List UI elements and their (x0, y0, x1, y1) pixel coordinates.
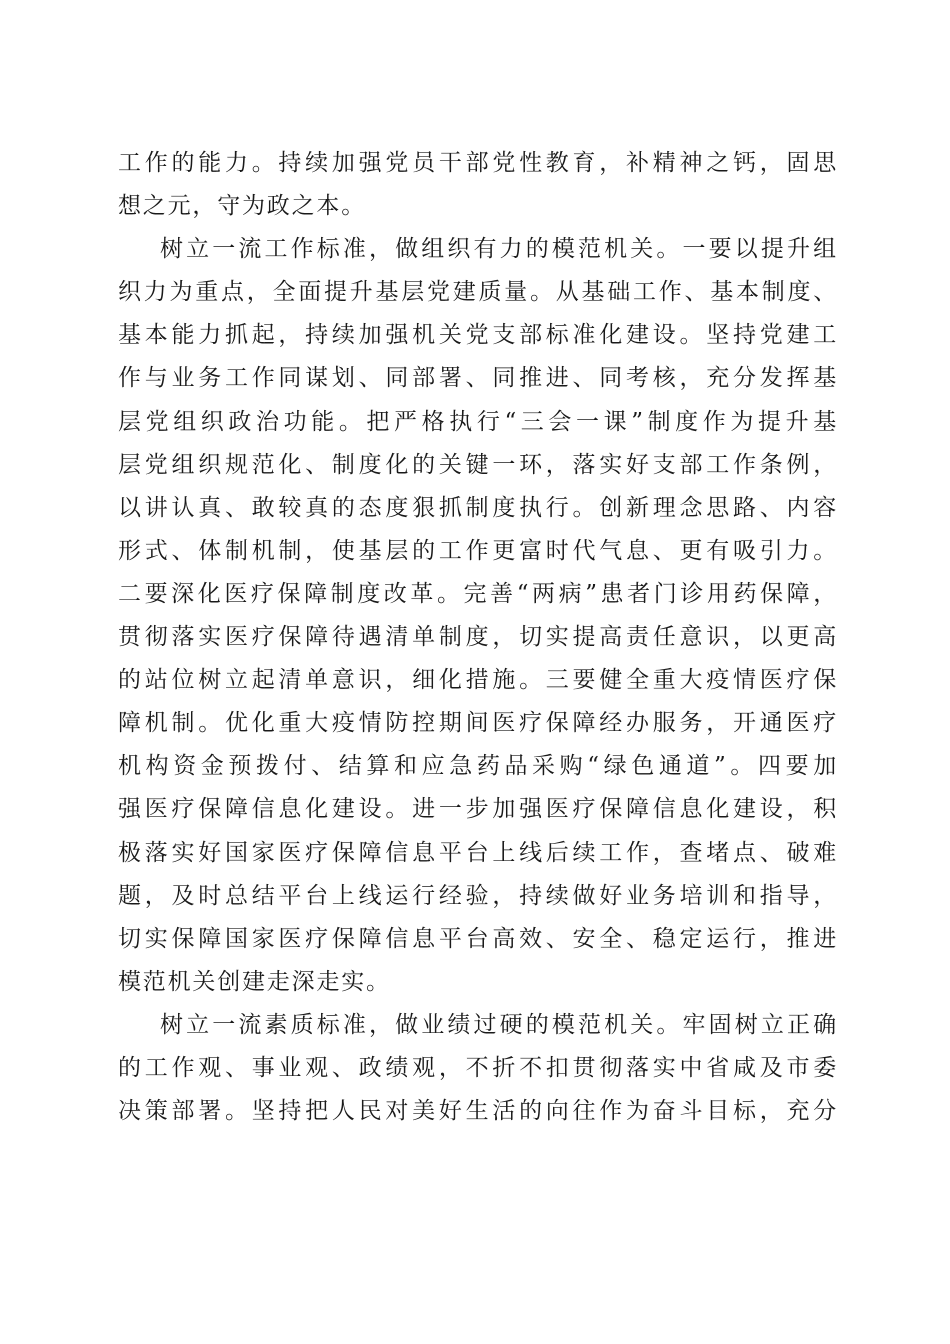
text-line: 工作的能力。持续加强党员干部党性教育，补精神之钙，固思 (118, 150, 838, 176)
text-line: 贯彻落实医疗保障待遇清单制度，切实提高责任意识，以更高 (118, 624, 838, 651)
body-text (118, 142, 838, 1133)
text-line: 障机制。优化重大疫情防控期间医疗保障经办服务，开通医疗 (118, 710, 838, 737)
text-line: 切实保障国家医疗保障信息平台高效、安全、稳定运行，推进 (118, 925, 838, 952)
text-line: 决策部署。坚持把人民对美好生活的向往作为奋斗目标，充分 (118, 1098, 838, 1125)
paragraph-start-line: 树立一流素质标准，做业绩过硬的模范机关。牢固树立正确 (160, 1011, 838, 1038)
text-line: 层党组织政治功能。把严格执行“三会一课”制度作为提升基 (118, 408, 838, 435)
text-line: 织力为重点，全面提升基层党建质量。从基础工作、基本制度、 (118, 279, 838, 306)
text-line: 强医疗保障信息化建设。进一步加强医疗保障信息化建设，积 (118, 796, 838, 823)
paragraph-start-line: 树立一流工作标准，做组织有力的模范机关。一要以提升组 (160, 236, 838, 263)
text-line: 的站位树立起清单意识，细化措施。三要健全重大疫情医疗保 (118, 667, 838, 694)
text-line: 形式、体制机制，使基层的工作更富时代气息、更有吸引力。 (118, 537, 838, 564)
text-line: 基本能力抓起，持续加强机关党支部标准化建设。坚持党建工 (118, 322, 838, 349)
text-line: 极落实好国家医疗保障信息平台上线后续工作，查堵点、破难 (118, 839, 838, 866)
text-line: 的工作观、事业观、政绩观，不折不扣贯彻落实中省咸及市委 (118, 1054, 838, 1081)
text-line: 层党组织规范化、制度化的关键一环，落实好支部工作条例， (118, 451, 838, 478)
text-line: 机构资金预拨付、结算和应急药品采购“绿色通道”。四要加 (118, 753, 838, 780)
text-line: 题，及时总结平台上线运行经验，持续做好业务培训和指导， (118, 882, 838, 909)
text-line: 二要深化医疗保障制度改革。完善“两病”患者门诊用药保障， (118, 580, 838, 607)
text-line: 以讲认真、敢较真的态度狠抓制度执行。创新理念思路、内容 (118, 494, 838, 521)
text-line: 作与业务工作同谋划、同部署、同推进、同考核，充分发挥基 (118, 365, 838, 392)
text-line: 想之元，守为政之本。 (118, 193, 366, 220)
text-line: 模范机关创建走深走实。 (118, 968, 391, 995)
